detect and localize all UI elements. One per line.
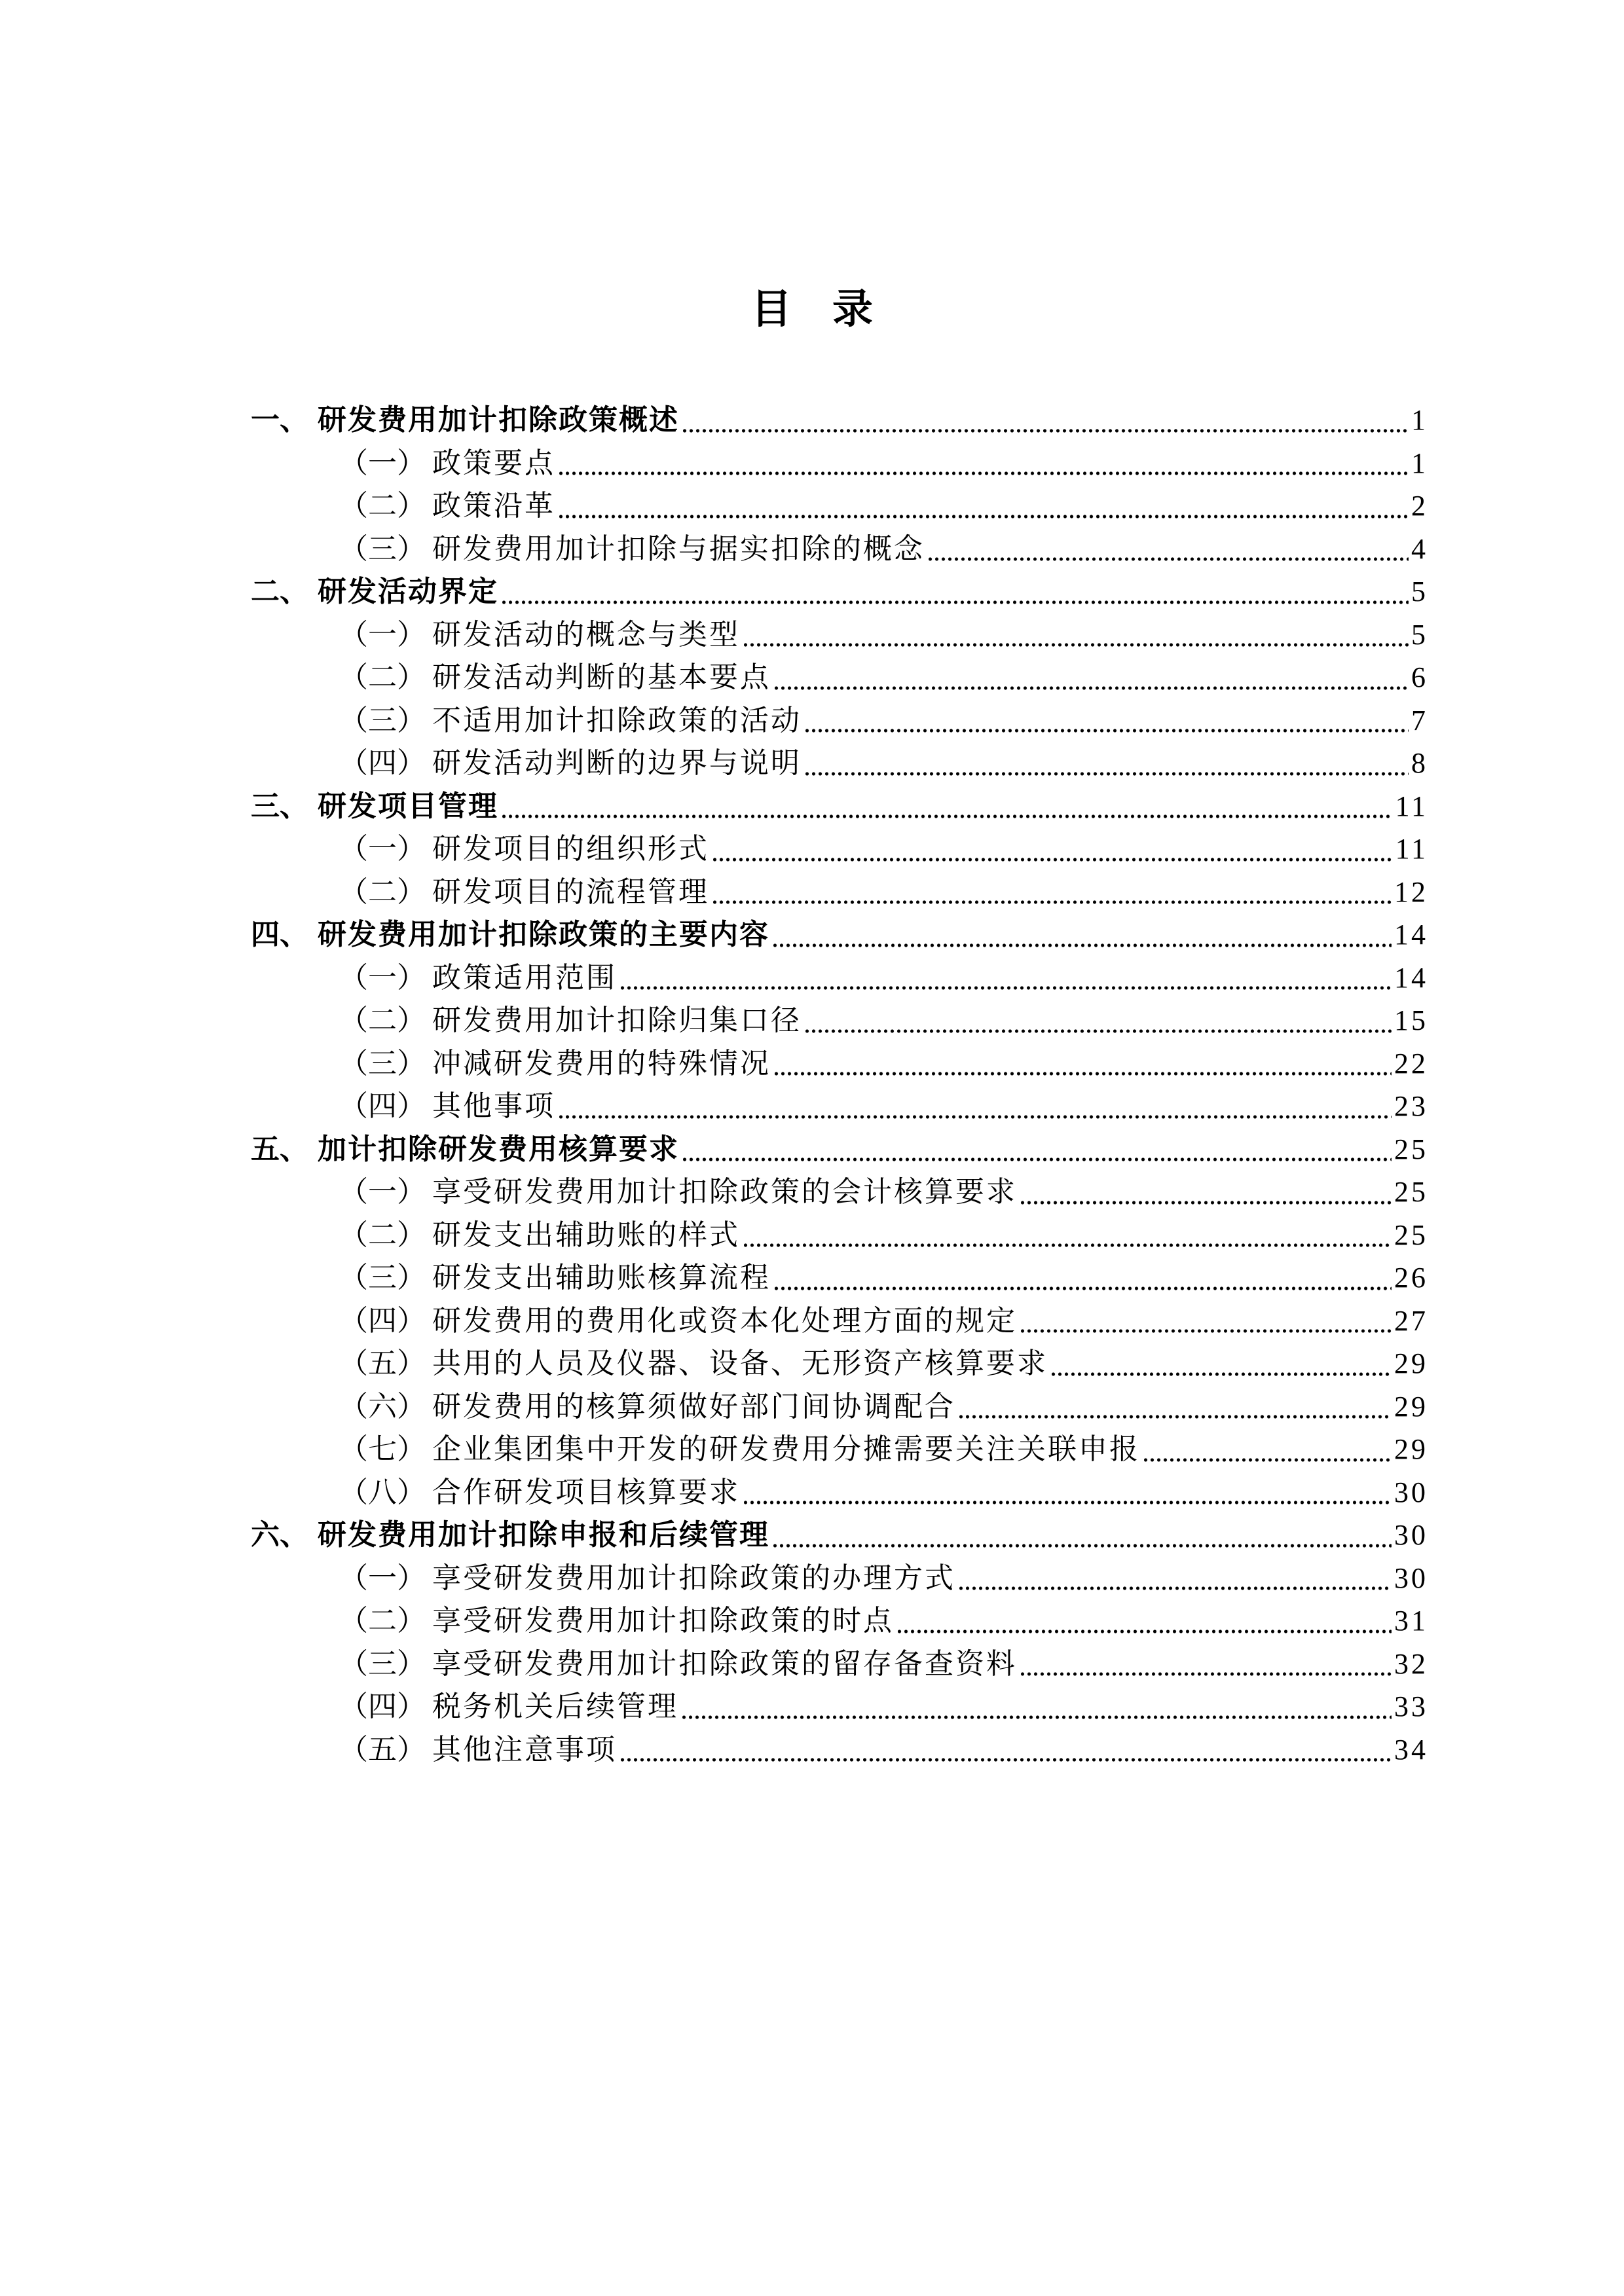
entry-page-number: 5 — [1411, 618, 1428, 651]
entry-page-number: 7 — [1411, 704, 1428, 737]
entry-label: 其他注意事项 — [432, 1733, 617, 1766]
toc-entry[interactable] — [251, 1171, 1426, 1214]
entry-page-number: 11 — [1395, 833, 1428, 865]
dot-leader — [773, 913, 1392, 957]
dot-leader — [775, 1256, 1392, 1300]
entry-page-number: 30 — [1394, 1519, 1428, 1551]
entry-number: （七） — [339, 1433, 426, 1465]
entry-page-number: 1 — [1411, 446, 1428, 479]
toc-entry[interactable] — [251, 1599, 1426, 1643]
entry-label: 研发支出辅助账核算流程 — [432, 1262, 771, 1294]
entry-page-number: 25 — [1394, 1218, 1428, 1251]
entry-page-number: 26 — [1394, 1262, 1428, 1294]
dot-leader — [621, 957, 1392, 1000]
toc-entry[interactable] — [251, 656, 1426, 699]
toc-entry[interactable] — [251, 1557, 1426, 1600]
entry-label: 政策要点 — [432, 446, 555, 479]
entry-page-number: 11 — [1395, 790, 1428, 822]
dot-leader — [502, 570, 1409, 613]
entry-number: （六） — [339, 1390, 426, 1423]
toc-entry[interactable] — [251, 1471, 1426, 1514]
dot-leader — [959, 1385, 1392, 1429]
toc-entry[interactable] — [251, 528, 1426, 571]
entry-page-number: 15 — [1394, 1004, 1428, 1036]
entry-page-number: 30 — [1394, 1476, 1428, 1508]
toc-entry[interactable] — [251, 1728, 1426, 1772]
toc-entry[interactable] — [251, 999, 1426, 1042]
dot-leader — [929, 528, 1409, 571]
toc-entry[interactable] — [251, 957, 1426, 1000]
entry-label: 研发费用加计扣除与据实扣除的概念 — [432, 532, 925, 565]
entry-label: 政策适用范围 — [432, 961, 617, 994]
entry-label: 研发费用的核算须做好部门间协调配合 — [432, 1390, 955, 1423]
dot-leader — [559, 1085, 1392, 1128]
entry-label: 合作研发项目核算要求 — [432, 1476, 740, 1508]
toc-entry[interactable] — [251, 785, 1426, 828]
entry-label: 享受研发费用加计扣除政策的留存备查资料 — [432, 1647, 1017, 1680]
dot-leader — [559, 442, 1409, 485]
entry-number: 一、 — [251, 404, 308, 436]
entry-page-number: 22 — [1394, 1047, 1428, 1080]
entry-label: 研发费用加计扣除政策的主要内容 — [318, 919, 769, 951]
entry-number: （二） — [339, 1004, 426, 1036]
entry-label: 政策沿革 — [432, 490, 555, 522]
entry-number: （一） — [339, 961, 426, 994]
dot-leader — [1144, 1428, 1392, 1471]
toc-entry[interactable] — [251, 442, 1426, 485]
dot-leader — [1021, 1643, 1392, 1686]
toc-entry[interactable] — [251, 1042, 1426, 1085]
dot-leader — [773, 1514, 1392, 1557]
entry-number: （一） — [339, 1176, 426, 1208]
dot-leader — [683, 1128, 1392, 1171]
entry-page-number: 5 — [1411, 575, 1428, 608]
toc-entry[interactable] — [251, 1643, 1426, 1686]
toc-entry[interactable] — [251, 699, 1426, 742]
dot-leader — [559, 484, 1409, 528]
entry-number: （二） — [339, 1218, 426, 1251]
entry-label: 享受研发费用加计扣除政策的办理方式 — [432, 1561, 955, 1594]
entry-label: 研发项目管理 — [318, 790, 498, 822]
entry-label: 研发费用加计扣除归集口径 — [432, 1004, 802, 1036]
entry-label: 享受研发费用加计扣除政策的会计核算要求 — [432, 1176, 1017, 1208]
entry-label: 研发费用加计扣除申报和后续管理 — [318, 1519, 769, 1551]
entry-number: （四） — [339, 1304, 426, 1337]
entry-label: 研发支出辅助账的样式 — [432, 1218, 740, 1251]
entry-label: 研发项目的流程管理 — [432, 875, 709, 908]
entry-number: 三、 — [251, 790, 308, 822]
toc-entry[interactable] — [251, 570, 1426, 613]
entry-page-number: 33 — [1394, 1690, 1428, 1722]
entry-page-number: 25 — [1394, 1176, 1428, 1208]
entry-number: （五） — [339, 1347, 426, 1379]
toc-entry[interactable] — [251, 484, 1426, 528]
dot-leader — [959, 1557, 1392, 1600]
entry-number: （三） — [339, 1262, 426, 1294]
entry-label: 研发活动界定 — [318, 575, 498, 608]
entry-page-number: 34 — [1394, 1733, 1428, 1766]
entry-number: （二） — [339, 490, 426, 522]
entry-number: （四） — [339, 747, 426, 779]
entry-page-number: 12 — [1394, 875, 1428, 908]
dot-leader — [744, 1214, 1392, 1257]
entry-page-number: 2 — [1411, 490, 1428, 522]
entry-number: （五） — [339, 1733, 426, 1766]
entry-page-number: 4 — [1411, 532, 1428, 565]
dot-leader — [805, 999, 1392, 1042]
entry-label: 税务机关后续管理 — [432, 1690, 678, 1722]
entry-page-number: 31 — [1394, 1605, 1428, 1637]
dot-leader — [775, 656, 1409, 699]
toc-entry[interactable] — [251, 1300, 1426, 1343]
entry-page-number: 30 — [1394, 1561, 1428, 1594]
entry-number: （三） — [339, 1047, 426, 1080]
entry-label: 研发项目的组织形式 — [432, 833, 709, 865]
entry-page-number: 1 — [1411, 404, 1428, 436]
entry-number: （四） — [339, 1690, 426, 1722]
entry-page-number: 6 — [1411, 661, 1428, 693]
dot-leader — [805, 699, 1409, 742]
entry-number: （三） — [339, 704, 426, 737]
dot-leader — [713, 828, 1393, 871]
dot-leader — [805, 742, 1409, 785]
dot-leader — [775, 1042, 1392, 1085]
toc-entry[interactable] — [251, 1385, 1426, 1429]
toc-entry[interactable] — [251, 1342, 1426, 1385]
toc-entry[interactable] — [251, 1214, 1426, 1257]
toc-entry[interactable] — [251, 1256, 1426, 1300]
toc-list — [251, 399, 1426, 1771]
toc-entry[interactable] — [251, 1428, 1426, 1471]
entry-number: （一） — [339, 618, 426, 651]
entry-number: （二） — [339, 875, 426, 908]
entry-page-number: 29 — [1394, 1347, 1428, 1379]
toc-entry[interactable] — [251, 1514, 1426, 1557]
entry-number: （一） — [339, 1561, 426, 1594]
toc-entry[interactable] — [251, 742, 1426, 785]
toc-entry[interactable] — [251, 1128, 1426, 1171]
entry-number: 五、 — [251, 1133, 308, 1165]
entry-label: 研发活动判断的基本要点 — [432, 661, 771, 693]
entry-number: 二、 — [251, 575, 308, 608]
entry-page-number: 14 — [1394, 919, 1428, 951]
toc-entry[interactable] — [251, 828, 1426, 871]
entry-number: 六、 — [251, 1519, 308, 1551]
entry-number: （一） — [339, 833, 426, 865]
entry-label: 企业集团集中开发的研发费用分摊需要关注关联申报 — [432, 1433, 1140, 1465]
dot-leader — [1052, 1342, 1392, 1385]
toc-entry[interactable] — [251, 613, 1426, 657]
entry-page-number: 29 — [1394, 1433, 1428, 1465]
entry-number: 四、 — [251, 919, 308, 951]
toc-entry[interactable] — [251, 399, 1426, 442]
entry-label: 冲减研发费用的特殊情况 — [432, 1047, 771, 1080]
dot-leader — [682, 1685, 1392, 1728]
dot-leader — [1021, 1300, 1392, 1343]
dot-leader — [683, 399, 1409, 442]
entry-label: 研发活动判断的边界与说明 — [432, 747, 802, 779]
dot-leader — [621, 1728, 1392, 1772]
entry-page-number: 14 — [1394, 961, 1428, 994]
dot-leader — [1021, 1171, 1392, 1214]
dot-leader — [502, 785, 1393, 828]
dot-leader — [898, 1599, 1392, 1643]
toc-entry[interactable] — [251, 1685, 1426, 1728]
entry-label: 共用的人员及仪器、设备、无形资产核算要求 — [432, 1347, 1048, 1379]
entry-page-number: 8 — [1411, 747, 1428, 779]
entry-number: （二） — [339, 661, 426, 693]
entry-label: 研发活动的概念与类型 — [432, 618, 740, 651]
entry-label: 研发费用加计扣除政策概述 — [318, 404, 679, 436]
entry-page-number: 25 — [1394, 1133, 1428, 1165]
entry-label: 不适用加计扣除政策的活动 — [432, 704, 802, 737]
entry-number: （三） — [339, 1647, 426, 1680]
entry-page-number: 27 — [1394, 1304, 1428, 1337]
entry-label: 研发费用的费用化或资本化处理方面的规定 — [432, 1304, 1017, 1337]
page-title: 目 录 — [750, 287, 873, 332]
entry-page-number: 29 — [1394, 1390, 1428, 1423]
toc-entry[interactable] — [251, 913, 1426, 957]
entry-number: （二） — [339, 1605, 426, 1637]
entry-page-number: 32 — [1394, 1647, 1428, 1680]
entry-number: （一） — [339, 446, 426, 479]
entry-label: 其他事项 — [432, 1090, 555, 1122]
entry-number: （三） — [339, 532, 426, 565]
entry-label: 加计扣除研发费用核算要求 — [318, 1133, 679, 1165]
dot-leader — [744, 1471, 1392, 1514]
entry-label: 享受研发费用加计扣除政策的时点 — [432, 1605, 894, 1637]
entry-number: （八） — [339, 1476, 426, 1508]
entry-number: （四） — [339, 1090, 426, 1122]
entry-page-number: 23 — [1394, 1090, 1428, 1122]
toc-entry[interactable] — [251, 1085, 1426, 1128]
dot-leader — [744, 613, 1409, 657]
toc-entry[interactable] — [251, 871, 1426, 914]
dot-leader — [713, 871, 1392, 914]
